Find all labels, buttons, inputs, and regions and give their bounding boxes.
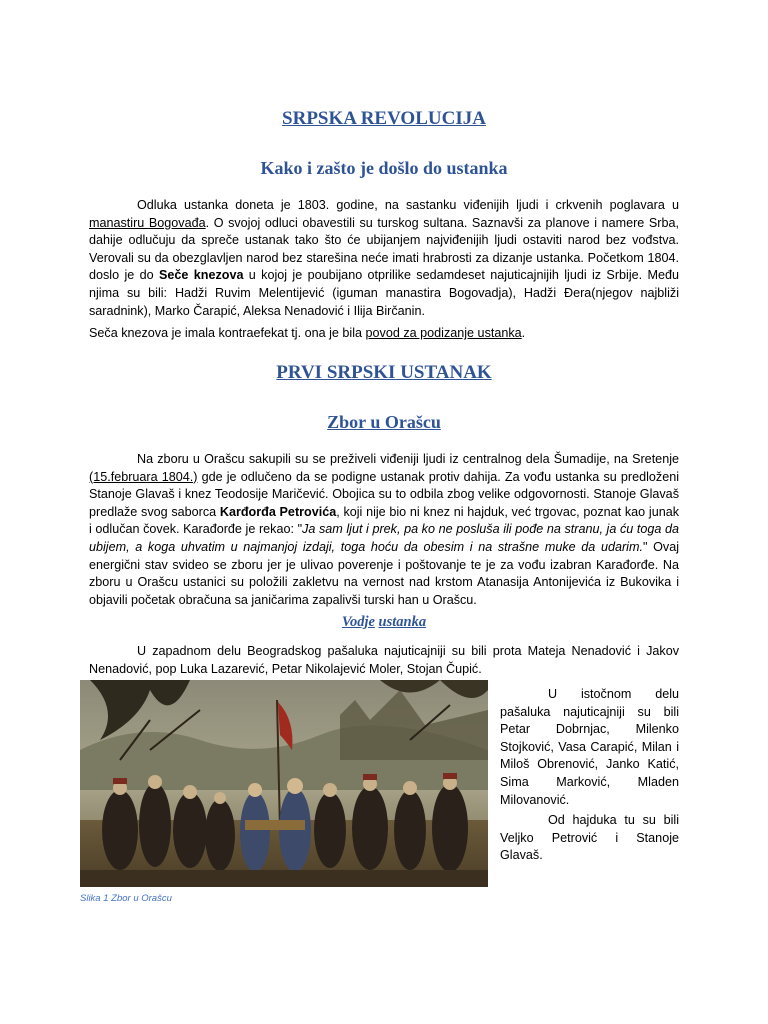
paragraph-zbor: Na zboru u Orašcu sakupili su se preživeli viđeniji ljudi iz centralnog dela Šumadije, na Sretenje (15.februara 1804.) gde je odlučeno da se podigne ustanak protiv dahija. Za vođu ustanka su predloženi Stanoje Glavaš i knez Teodosije Maričević. Obojica su to odbila zbog velike odgovornosti. Stanoje Glavaš predlaže svog saborca Karđorđa Petrovića, koji nije bio ni knez ni hajduk, već trgovac, poznat kao junak i odlučan čovek. Karađorđe je rekao: "Ja sam ljut i prek, pa ko ne posluša ili pođe na stranu, ja ću toga da ubijem, a koga uhvatim u najmanjoj izdaji, toga hoću da obesim i na strašne muke da udarim." Ovaj energični stav svideo se zboru jer je ulivao poverenje i poštovanje te je za vođu izabran Karađorđe. Na zboru u Orašcu ustanici su položili zakletvu na vernost nad krstom Atanasija Antonijevića iz Bukovika i objavili početak obračuna sa janičarima zapalivši turski han u Orašcu. — [89, 452, 679, 607]
bold-seca-knezova: Seče knezova — [158, 268, 244, 283]
paragraph-hajduci: Od hajduka tu su bili Veljko Petrović i Stanoje Glavaš. — [500, 813, 679, 863]
date-sretenje: (15.februara 1804.) — [89, 469, 198, 484]
quote-karadjordje: Ja sam ljut i prek, pa ko ne posluša ili pođe na stranu, ja ću toga da ubijem, a koga uhvatim u najmanjoj izdaji, toga hoću da obesim i na strašne muke da udarim. — [89, 522, 679, 554]
paragraph-istok: U istočnom delu pašaluka najuticajniji su bili Petar Dobrnjac, Milenko Stojković, Vasa Carapić, Milan i Miloš Obrenović, Janko Katić, Sima Marković, Mladen Milovanović. — [500, 687, 679, 807]
link-manastir: manastiru Bogovađa — [89, 215, 206, 230]
section-heading-uzrok: Kako i zašto je došlo do ustanka — [260, 158, 508, 178]
page-title: SRPSKA REVOLUCIJA — [282, 108, 486, 129]
paragraph-povod: Seča knezova je imala kontraefekat tj. ona je bila povod za podizanje ustanka. — [89, 326, 526, 340]
link-povod: povod za podizanje ustanka — [365, 326, 522, 340]
paragraph-zapad: U zapadnom delu Beogradskog pašaluka najuticajniji su bili prota Mateja Nenadović i Jakov Nenadović, pop Luka Lazarević, Petar Nikolajević Moler, Stojan Čupić. — [89, 644, 679, 676]
section-heading-prvi-ustanak: PRVI SRPSKI USTANAK — [276, 362, 492, 383]
painting-illustration — [80, 680, 488, 887]
painting-zbor-u-orascu — [80, 680, 488, 887]
figure-caption: Slika 1 Zbor u Orašcu — [80, 893, 172, 904]
paragraph-uzrok: Odluka ustanka doneta je 1803. godine, na sastanku viđenijih ljudi i crkvenih poglavara u manastiru Bogovađa. O svojoj odluci obavestili su turskog sultana. Saznavši za planove i namere Srba, dahije odlučuju da spreče ustanak tako što će ubijanjem najviđenijih ljudi ostaviti narod bez vođstva. Verovali su da obezglavljen narod bez starešina neće imati hrabrosti za dizanje ustanka. Početkom 1804. doslo je do Seče knezova u kojoj je poubijano otprilike sedamdeset najuticajnijih ljudi iz Srbije. Među njima su bili: Hadži Ruvim Melentijević (iguman manastira Bogovadja), Hadži Đera(njegov najbliži saradnink), Marko Čarapić, Aleksa Nenadović i Ilija Birčanin. — [89, 198, 679, 318]
section-heading-zbor: Zbor u Orašcu — [327, 412, 441, 432]
bold-karadjordje: Karđorđa Petrovića — [219, 504, 337, 519]
section-heading-vodje: Vodje ustanka — [341, 614, 427, 630]
